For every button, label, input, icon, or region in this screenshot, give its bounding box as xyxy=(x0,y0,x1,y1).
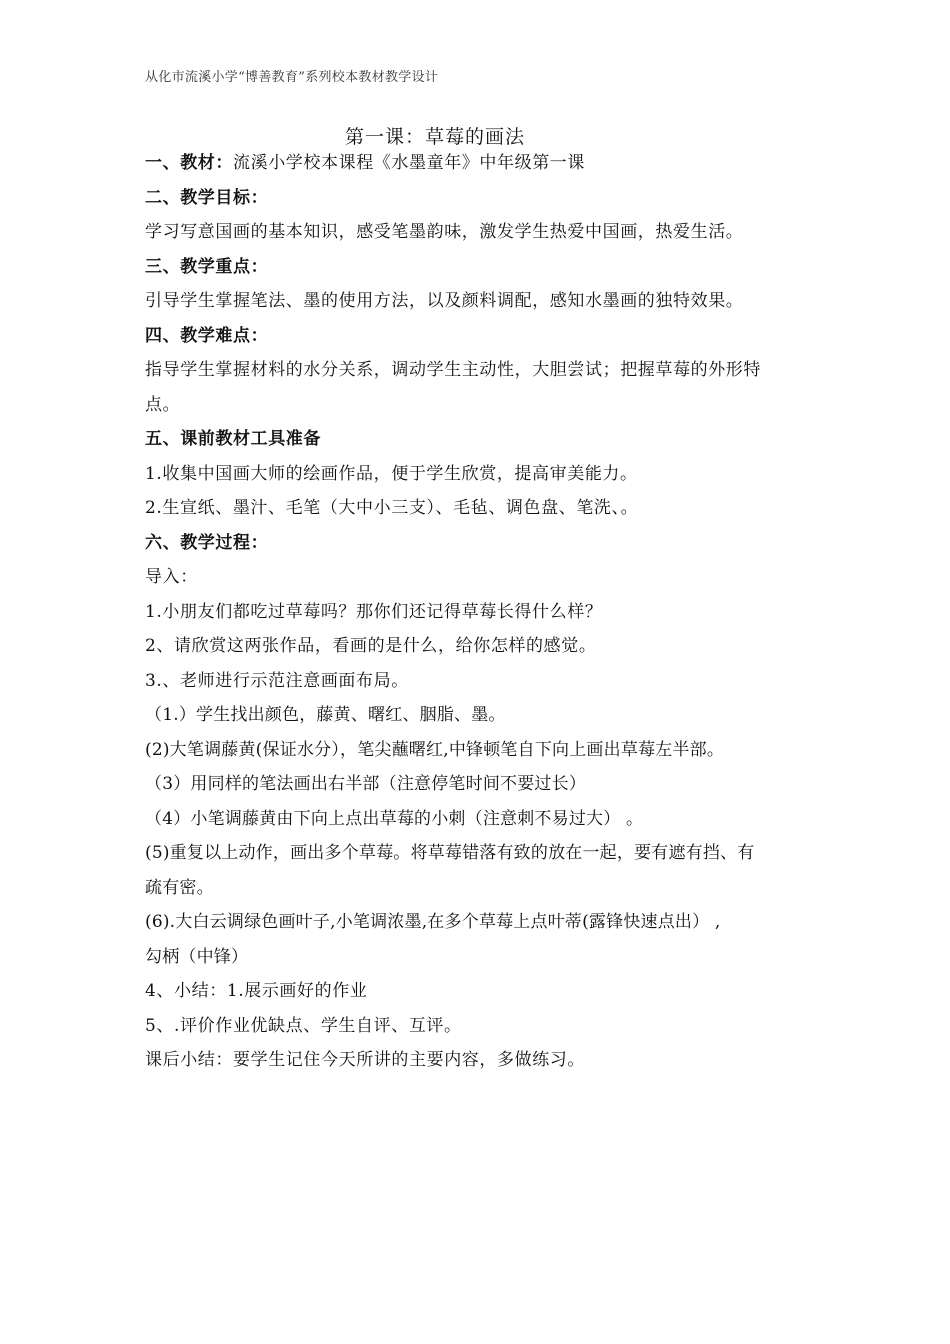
paragraph: 点。 xyxy=(145,394,181,415)
list-item: 疏有密。 xyxy=(145,877,214,898)
paragraph: 指导学生掌握材料的水分关系，调动学生主动性，大胆尝试；把握草莓的外形特 xyxy=(145,360,761,380)
section-heading: 六、教学过程： xyxy=(145,532,269,553)
section-heading: 四、教学难点： xyxy=(145,325,269,346)
paragraph: 导入： xyxy=(145,567,198,587)
section-heading: 一、教材： xyxy=(145,153,233,173)
list-item: 3.、老师进行示范注意画面布局。 xyxy=(145,670,409,691)
section-heading: 三、教学重点： xyxy=(145,256,269,277)
section-text: 流溪小学校本课程《水墨童年》中年级第一课 xyxy=(233,153,585,173)
list-item: 勾柄（中锋） xyxy=(145,946,249,967)
paragraph: 学习写意国画的基本知识，感受笔墨韵味，激发学生热爱中国画，热爱生活。 xyxy=(145,222,744,242)
list-item: (6).大白云调绿色画叶子,小笔调浓墨,在多个草莓上点叶蒂(露锋快速点出） , xyxy=(145,912,721,932)
list-item: （1.）学生找出颜色，藤黄、曙红、胭脂、墨。 xyxy=(145,705,506,725)
section-heading: 二、教学目标： xyxy=(145,187,269,208)
section-textbook xyxy=(145,146,825,181)
list-item: 1.小朋友们都吃过草莓吗？那你们还记得草莓长得什么样？ xyxy=(145,601,603,622)
paragraph: 引导学生掌握笔法、墨的使用方法，以及颜料调配，感知水墨画的独特效果。 xyxy=(145,291,744,311)
list-item: 4、小结：1.展示画好的作业 xyxy=(145,981,368,1001)
list-item: 2、请欣赏这两张作品，看画的是什么，给你怎样的感觉。 xyxy=(145,636,597,656)
list-item: （4）小笔调藤黄由下向上点出草莓的小刺（注意刺不易过大） 。 xyxy=(145,808,644,829)
document-body xyxy=(145,146,825,1078)
list-item: 5、.评价作业优缺点、学生自评、互评。 xyxy=(145,1015,462,1036)
section-heading: 五、课前教材工具准备 xyxy=(145,429,321,449)
list-item: 1.收集中国画大师的绘画作品，便于学生欣赏，提高审美能力。 xyxy=(145,463,638,484)
document-title: 第一课：草莓的画法 xyxy=(344,126,525,148)
paragraph: 课后小结：要学生记住今天所讲的主要内容，多做练习。 xyxy=(145,1050,585,1070)
list-item: （3）用同样的笔法画出右半部（注意停笔时间不要过长） xyxy=(145,774,587,794)
list-item: 2.生宣纸、墨汁、毛笔（大中小三支）、毛毡、调色盘、笔洗、。 xyxy=(145,498,639,518)
page-header: 从化市流溪小学“博善教育”系列校本教材教学设计 xyxy=(145,70,439,85)
list-item: (5)重复以上动作，画出多个草莓。将草莓错落有致的放在一起，要有遮有挡、有 xyxy=(145,843,755,863)
list-item: (2)大笔调藤黄(保证水分），笔尖蘸曙红,中锋顿笔自下向上画出草莓左半部。 xyxy=(145,739,725,760)
